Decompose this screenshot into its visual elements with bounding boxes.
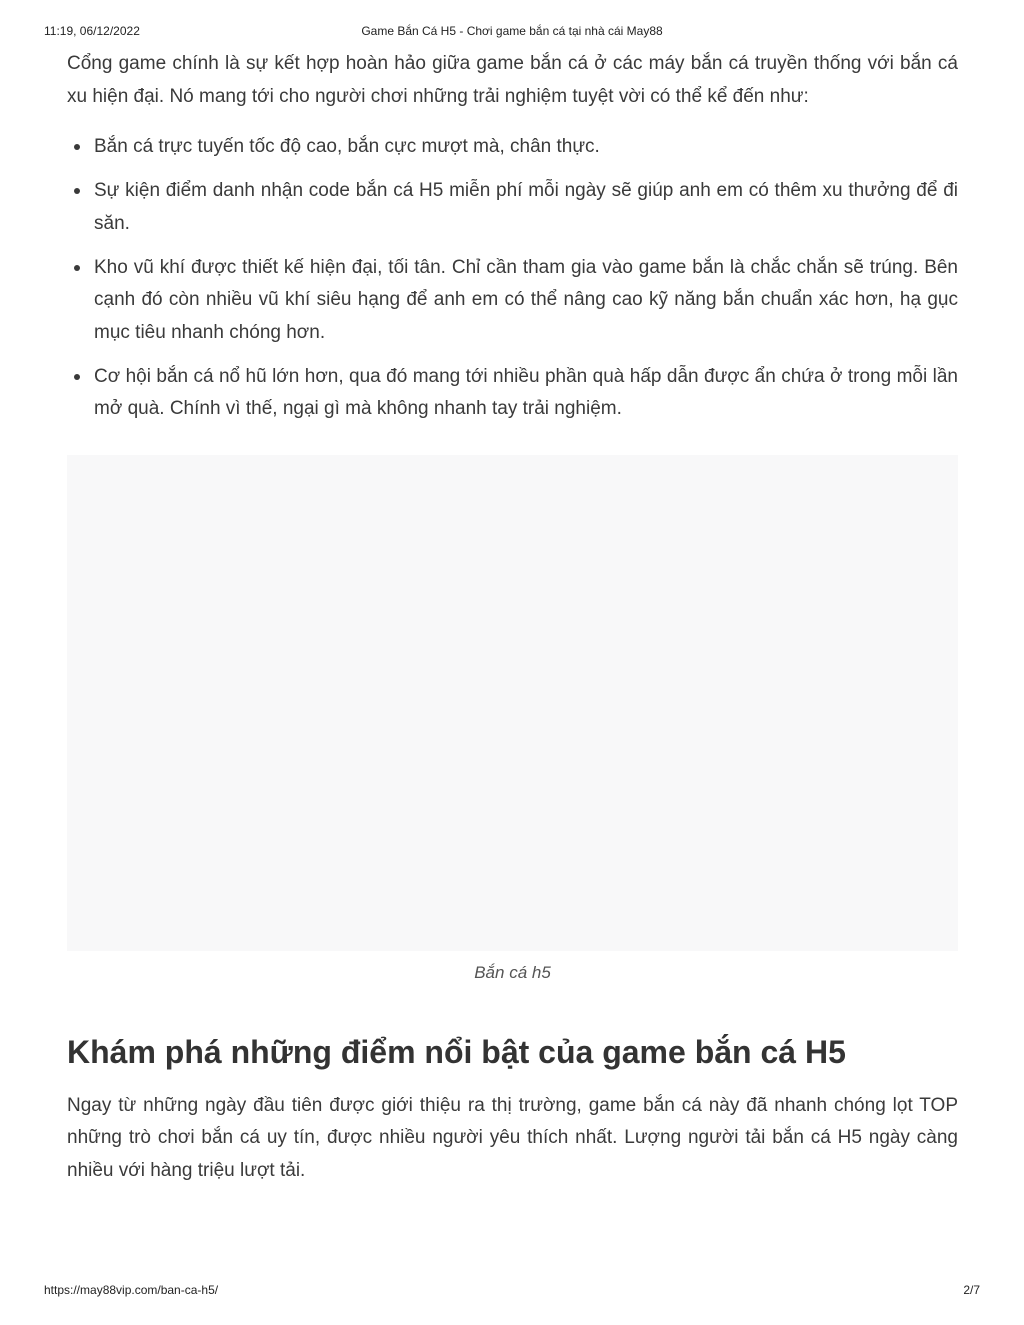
print-header	[44, 24, 980, 40]
list-item	[94, 175, 958, 240]
list-item	[94, 361, 958, 426]
feature-list	[67, 131, 958, 426]
bullet-dot-icon	[74, 144, 80, 150]
page-number: 2/7	[963, 1283, 980, 1297]
bullet-dot-icon	[74, 374, 80, 380]
section-heading: Khám phá những điểm nổi bật của game bắn cá H5	[67, 1033, 846, 1070]
intro-paragraph: Cổng game chính là sự kết hợp hoàn hảo giữa game bắn cá ở các máy bắn cá truyền thống với bắn cá xu hiện đại. Nó mang tới cho người chơi những trải nghiệm tuyệt vời có thể kể đến như:	[67, 53, 958, 107]
image-caption: Bắn cá h5	[474, 962, 551, 982]
list-item	[94, 252, 958, 350]
print-doc-title: Game Bắn Cá H5 - Chơi game bắn cá tại nhà cái May88	[361, 24, 663, 38]
list-item-text: Cơ hội bắn cá nổ hũ lớn hơn, qua đó mang tới nhiều phần quà hấp dẫn được ẩn chứa ở trong mỗi lần mở quà. Chính vì thế, ngại gì mà không nhanh tay trải nghiệm.	[94, 365, 958, 419]
print-datetime: 11:19, 06/12/2022	[44, 24, 140, 38]
list-item-text: Sự kiện điểm danh nhận code bắn cá H5 miễn phí mỗi ngày sẽ giúp anh em có thêm xu thưởng để đi săn.	[94, 180, 958, 234]
list-item-text: Bắn cá trực tuyến tốc độ cao, bắn cực mượt mà, chân thực.	[94, 136, 600, 157]
list-item	[94, 131, 958, 164]
print-url: https://may88vip.com/ban-ca-h5/	[44, 1283, 219, 1297]
list-item-text: Kho vũ khí được thiết kế hiện đại, tối tân. Chỉ cần tham gia vào game bắn là chắc chắn sẽ trúng. Bên cạnh đó còn nhiều vũ khí siêu hạng để anh em có thể nâng cao kỹ năng bắn chuẩn xác hơn, hạ gục mục tiêu nhanh chóng hơn.	[94, 256, 958, 343]
article-image	[67, 455, 958, 951]
article-content	[67, 48, 958, 1187]
bullet-dot-icon	[74, 265, 80, 271]
print-footer	[44, 1283, 980, 1299]
bullet-dot-icon	[74, 188, 80, 194]
section-paragraph: Ngay từ những ngày đầu tiên được giới thiệu ra thị trường, game bắn cá này đã nhanh chóng lọt TOP những trò chơi bắn cá uy tín, được nhiều người yêu thích nhất. Lượng người tải bắn cá H5 ngày càng nhiều với hàng triệu lượt tải.	[67, 1094, 958, 1181]
